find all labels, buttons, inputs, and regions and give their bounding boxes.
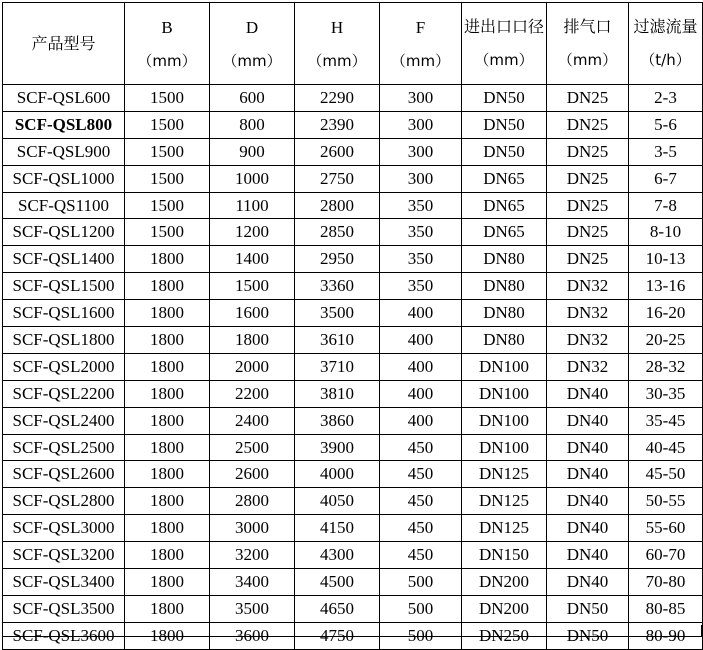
cell-f: 400 [380,380,462,407]
cell-f: 350 [380,219,462,246]
cell-exhaust: DN40 [547,461,629,488]
table-row [3,85,703,112]
cell-b: 1500 [125,165,210,192]
cell-b: 1500 [125,192,210,219]
column-header-exhaust-unit: （mm） [557,51,618,70]
column-header-exhaust [547,3,629,85]
column-header-f [380,3,462,85]
cell-d: 2400 [210,407,295,434]
table-row [3,595,703,622]
cell-model: SCF-QSL900 [3,138,125,165]
cell-exhaust: DN32 [547,327,629,354]
cell-inout: DN50 [462,85,547,112]
column-header-inlet-outlet-label: 进出口口径 [463,17,544,37]
cell-h: 4150 [295,515,380,542]
cell-exhaust: DN25 [547,219,629,246]
cell-model: SCF-QSL1400 [3,246,125,273]
cell-h: 2600 [295,138,380,165]
table-row [3,542,703,569]
cell-inout: DN200 [462,595,547,622]
cell-flow: 60-70 [629,542,703,569]
table-row [3,246,703,273]
cell-f: 400 [380,300,462,327]
column-header-h-unit: （mm） [307,51,367,70]
cell-flow: 80-85 [629,595,703,622]
cell-f: 300 [380,85,462,112]
cell-inout: DN100 [462,380,547,407]
cell-h: 4000 [295,461,380,488]
cell-h: 2800 [295,192,380,219]
cell-inout: DN50 [462,111,547,138]
cell-h: 3610 [295,327,380,354]
cell-f: 400 [380,353,462,380]
cell-inout: DN125 [462,461,547,488]
cell-inout: DN100 [462,407,547,434]
cell-exhaust: DN32 [547,273,629,300]
cell-h: 4750 [295,622,380,649]
cell-b: 1800 [125,327,210,354]
cell-exhaust: DN40 [547,407,629,434]
cell-f: 500 [380,569,462,596]
table-row [3,111,703,138]
table-row [3,192,703,219]
cell-exhaust: DN25 [547,246,629,273]
table-header [3,3,703,85]
cell-b: 1500 [125,85,210,112]
cell-exhaust: DN40 [547,434,629,461]
cell-b: 1800 [125,515,210,542]
cell-b: 1500 [125,219,210,246]
cell-inout: DN50 [462,138,547,165]
cell-d: 1100 [210,192,295,219]
product-spec-table [2,2,703,650]
cell-flow: 10-13 [629,246,703,273]
cell-model: SCF-QSL3000 [3,515,125,542]
cell-flow: 13-16 [629,273,703,300]
table-row [3,461,703,488]
cell-flow: 80-90 [629,622,703,649]
cell-h: 2750 [295,165,380,192]
cell-f: 450 [380,461,462,488]
cell-b: 1800 [125,434,210,461]
cell-exhaust: DN40 [547,542,629,569]
cell-h: 3710 [295,353,380,380]
cell-h: 2950 [295,246,380,273]
cell-inout: DN80 [462,246,547,273]
cell-inout: DN65 [462,192,547,219]
table-row [3,407,703,434]
column-header-flow-unit: （t/h） [640,51,691,70]
cell-inout: DN80 [462,327,547,354]
cell-exhaust: DN32 [547,300,629,327]
table-row [3,353,703,380]
cell-flow: 28-32 [629,353,703,380]
column-header-h [295,3,380,85]
column-header-d-unit: （mm） [222,51,282,70]
cell-f: 450 [380,488,462,515]
cell-inout: DN100 [462,353,547,380]
table-body [3,85,703,650]
cell-exhaust: DN32 [547,353,629,380]
cell-h: 3810 [295,380,380,407]
cell-flow: 2-3 [629,85,703,112]
cell-h: 4300 [295,542,380,569]
cell-exhaust: DN40 [547,380,629,407]
cell-d: 2200 [210,380,295,407]
cell-flow: 6-7 [629,165,703,192]
table-row [3,515,703,542]
cell-d: 1200 [210,219,295,246]
cell-model: SCF-QSL3600 [3,622,125,649]
cell-inout: DN150 [462,542,547,569]
cell-exhaust: DN40 [547,515,629,542]
column-header-b-label: B [161,17,173,37]
cell-exhaust: DN40 [547,569,629,596]
cell-d: 2800 [210,488,295,515]
table-row [3,219,703,246]
column-header-f-label: F [415,17,426,37]
cell-d: 2000 [210,353,295,380]
cell-model: SCF-QSL1800 [3,327,125,354]
cell-exhaust: DN50 [547,622,629,649]
cell-d: 3200 [210,542,295,569]
cell-d: 1000 [210,165,295,192]
cell-inout: DN125 [462,515,547,542]
table-row [3,273,703,300]
cell-f: 400 [380,407,462,434]
cell-exhaust: DN50 [547,595,629,622]
cell-flow: 35-45 [629,407,703,434]
cell-b: 1800 [125,380,210,407]
cell-d: 1600 [210,300,295,327]
table-header-row [3,3,703,85]
column-header-d-label: D [245,17,259,37]
cell-h: 2390 [295,111,380,138]
cell-b: 1800 [125,622,210,649]
column-header-inlet-outlet-unit: （mm） [474,51,534,70]
cell-f: 350 [380,273,462,300]
cell-flow: 40-45 [629,434,703,461]
cell-b: 1800 [125,353,210,380]
cell-exhaust: DN25 [547,192,629,219]
cell-d: 3400 [210,569,295,596]
column-header-h-label: H [330,17,344,37]
cell-d: 1800 [210,327,295,354]
cell-b: 1500 [125,111,210,138]
cell-f: 500 [380,622,462,649]
cell-exhaust: DN25 [547,85,629,112]
column-header-inlet-outlet [462,3,547,85]
cell-b: 1800 [125,461,210,488]
table-row [3,165,703,192]
cell-f: 350 [380,246,462,273]
cell-inout: DN80 [462,273,547,300]
cell-model: SCF-QSL1000 [3,165,125,192]
cell-b: 1800 [125,488,210,515]
cell-model: SCF-QSL2400 [3,407,125,434]
column-header-model [3,3,125,85]
cell-d: 600 [210,85,295,112]
cell-model: SCF-QSL2000 [3,353,125,380]
cell-h: 3360 [295,273,380,300]
cell-d: 2600 [210,461,295,488]
cell-model: SCF-QSL2200 [3,380,125,407]
cell-d: 3000 [210,515,295,542]
table-bottom-strip [2,625,702,637]
cell-d: 1400 [210,246,295,273]
table-row [3,380,703,407]
cell-model: SCF-QSL3400 [3,569,125,596]
cell-exhaust: DN25 [547,165,629,192]
cell-h: 4050 [295,488,380,515]
cell-b: 1800 [125,595,210,622]
cell-d: 900 [210,138,295,165]
cell-flow: 3-5 [629,138,703,165]
column-header-b-unit: （mm） [137,51,197,70]
cell-flow: 70-80 [629,569,703,596]
column-header-model-label: 产品型号 [31,33,96,53]
cell-flow: 50-55 [629,488,703,515]
cell-f: 500 [380,595,462,622]
cell-model: SCF-QSL1200 [3,219,125,246]
cell-f: 300 [380,138,462,165]
cell-model: SCF-QSL2500 [3,434,125,461]
cell-flow: 20-25 [629,327,703,354]
cell-h: 3860 [295,407,380,434]
cell-h: 4500 [295,569,380,596]
cell-b: 1800 [125,542,210,569]
cell-d: 3500 [210,595,295,622]
cell-exhaust: DN25 [547,111,629,138]
column-header-exhaust-label: 排气口 [563,17,612,37]
cell-inout: DN100 [462,434,547,461]
column-header-b [125,3,210,85]
cell-model: SCF-QSL800 [3,111,125,138]
column-header-d [210,3,295,85]
cell-model: SCF-QSL1600 [3,300,125,327]
table-row [3,138,703,165]
cell-b: 1800 [125,300,210,327]
column-header-flow [629,3,703,85]
cell-f: 450 [380,515,462,542]
cell-f: 300 [380,111,462,138]
cell-h: 3900 [295,434,380,461]
cell-flow: 16-20 [629,300,703,327]
cell-flow: 45-50 [629,461,703,488]
cell-inout: DN65 [462,165,547,192]
cell-d: 3600 [210,622,295,649]
cell-inout: DN80 [462,300,547,327]
cell-f: 450 [380,542,462,569]
cell-inout: DN250 [462,622,547,649]
cell-b: 1800 [125,569,210,596]
table-row [3,434,703,461]
spec-sheet [0,2,703,645]
cell-inout: DN65 [462,219,547,246]
cell-model: SCF-QSL1500 [3,273,125,300]
cell-h: 2290 [295,85,380,112]
table-row [3,327,703,354]
cell-d: 1500 [210,273,295,300]
cell-flow: 55-60 [629,515,703,542]
cell-b: 1800 [125,273,210,300]
cell-b: 1800 [125,407,210,434]
cell-b: 1500 [125,138,210,165]
cell-flow: 30-35 [629,380,703,407]
cell-flow: 8-10 [629,219,703,246]
cell-f: 350 [380,192,462,219]
cell-model: SCF-QSL600 [3,85,125,112]
cell-d: 800 [210,111,295,138]
cell-exhaust: DN25 [547,138,629,165]
cell-f: 400 [380,327,462,354]
cell-h: 2850 [295,219,380,246]
column-header-flow-label: 过滤流量 [633,17,698,37]
cell-model: SCF-QSL3500 [3,595,125,622]
cell-h: 3500 [295,300,380,327]
cell-f: 300 [380,165,462,192]
cell-b: 1800 [125,246,210,273]
cell-d: 2500 [210,434,295,461]
cell-flow: 5-6 [629,111,703,138]
table-row [3,488,703,515]
cell-model: SCF-QS1100 [3,192,125,219]
cell-exhaust: DN40 [547,488,629,515]
cell-inout: DN125 [462,488,547,515]
cell-flow: 7-8 [629,192,703,219]
column-header-f-unit: （mm） [390,51,451,70]
cell-h: 4650 [295,595,380,622]
table-row [3,300,703,327]
cell-f: 450 [380,434,462,461]
cell-inout: DN200 [462,569,547,596]
cell-model: SCF-QSL2600 [3,461,125,488]
table-row [3,569,703,596]
cell-model: SCF-QSL2800 [3,488,125,515]
cell-model: SCF-QSL3200 [3,542,125,569]
